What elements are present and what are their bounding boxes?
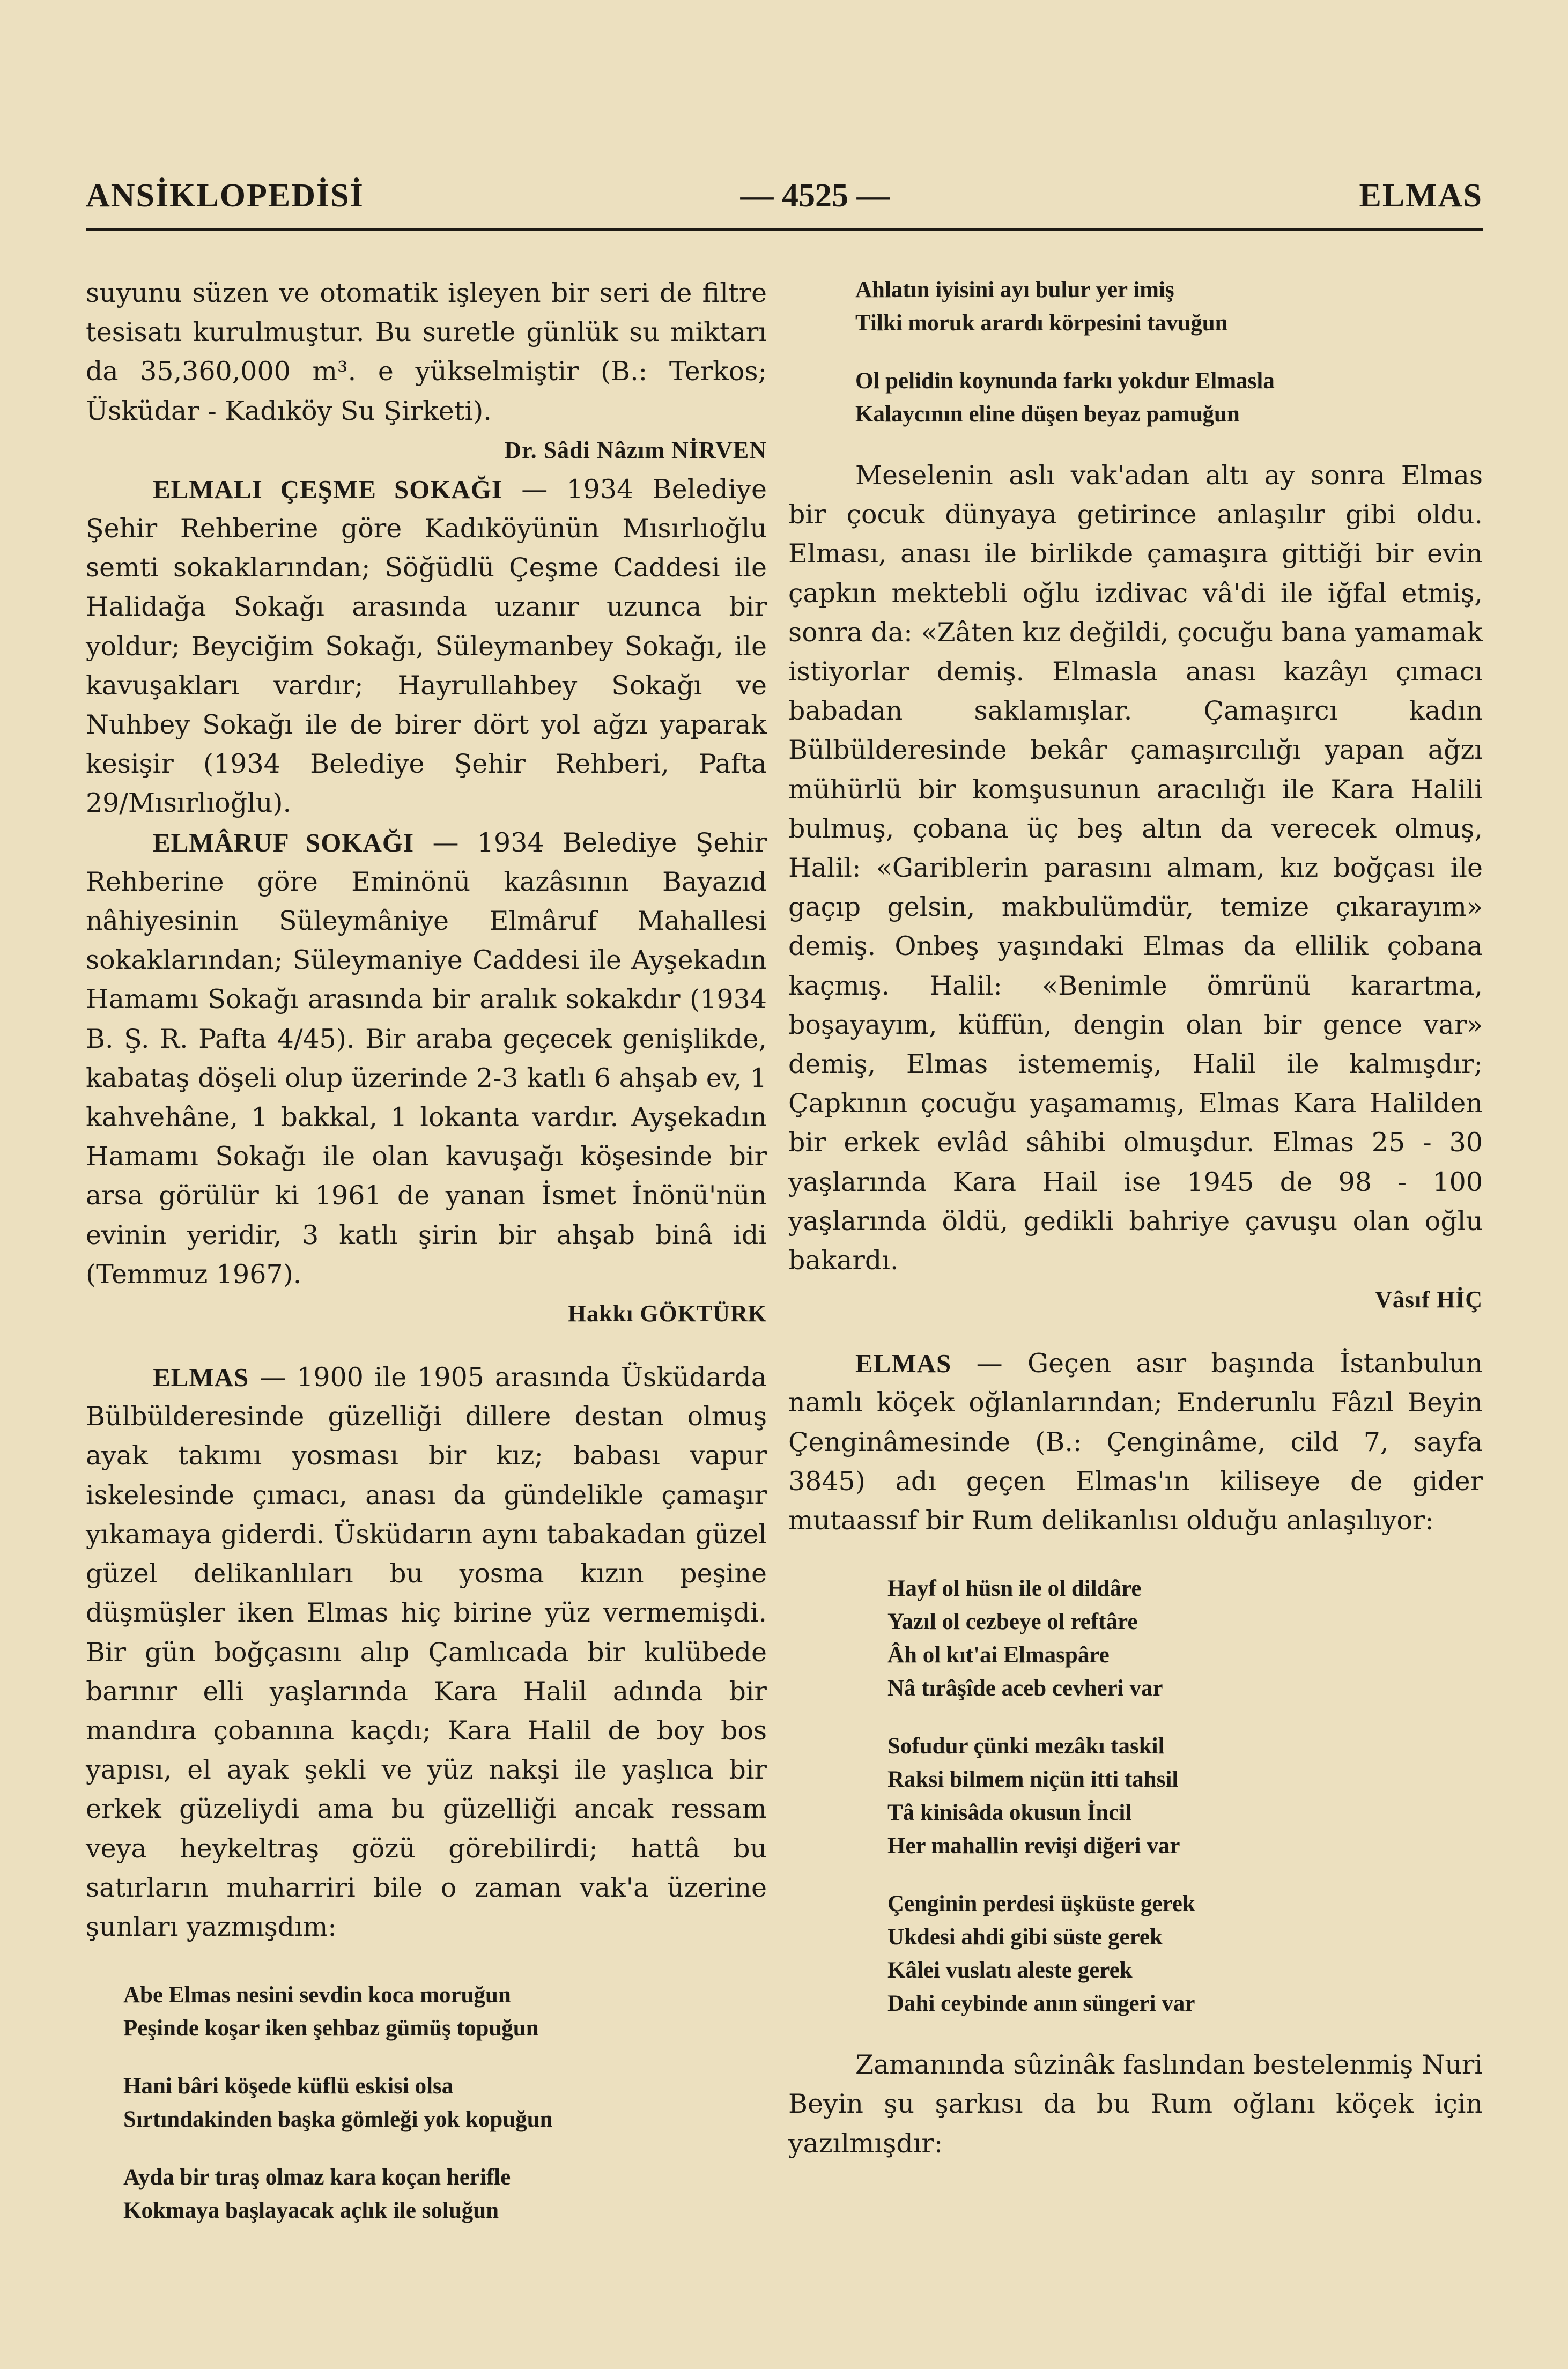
author-signature: Hakkı GÖKTÜRK [567,1300,767,1327]
author-signature: Vâsıf HİÇ [1375,1286,1483,1313]
verse-line: Tâ kinisâda okusun İncil [887,1800,1132,1826]
entry-elmali-cesme-sokagi [86,470,767,823]
entry-body: — Geçen asır başında İstanbulun namlı köçek oğlanlarından; Enderunlu Fâzıl Beyin Çenginâmesinde (B.: Çenginâme, cild 7, sayfa 3845) adı geçen Elmas'ın kiliseye de gider mutaassıf bir Rum delikanlısı olduğu anlaşılıyor: [788,1348,1483,1536]
verse-line: Sırtındakinden başka gömleği yok kopuğun [123,2107,553,2133]
entry-body: — 1934 Belediye Şehir Rehberine göre Kadıköyünün Mısırlıoğlu semti sokaklarından; Söğüdlü Çeşme Caddesi ile Halidağa Sokağı arasında uzanır uzunca bir yoldur; Beyciğim Sokağı, Süleymanbey Sokağı, ile kavuşakları vardır; Hayrullahbey Sokağı ve Nuhbey Sokağı ile de birer dört yol ağzı yaparak kesişir (1934 Belediye Şehir Rehberi, Pafta 29/Mısırlıoğlu). [86,473,767,819]
verse-line: Sofudur çünki mezâkı taskil [887,1734,1165,1759]
verse-line: Ukdesi ahdi gibi süste gerek [887,1924,1163,1950]
verse-line: Hayf ol hüsn ile ol dildâre [887,1576,1142,1602]
verse-stanza [887,1572,1483,1705]
right-column [788,273,1483,2163]
verse-line: Ahlatın iyisini ayı bulur yer imiş [855,277,1174,302]
left-column [86,273,767,2227]
entry-elmaruf-sokagi [86,823,767,1294]
verse-stanza [855,365,1483,431]
header-entry-range: ELMAS [1359,177,1483,214]
verse-line: Raksi bilmem niçün itti tahsil [887,1767,1179,1793]
entry-title: ELMÂRUF SOKAĞI [153,827,415,857]
verse-line: Her mahallin revişi diğeri var [887,1833,1180,1859]
verse-stanza [123,2161,767,2227]
paragraph-song-intro: Zamanında sûzinâk faslından bestelenmiş Nuri Beyin şu şarkısı da bu Rum oğlanı köçek için yazılmışdır: [788,2049,1483,2159]
verse-stanza [887,1887,1483,2020]
page-header [86,177,1483,225]
verse-stanza [123,1979,767,2045]
verse-line: Nâ tırâşîde aceb cevheri var [887,1676,1163,1701]
verse-stanza [887,1730,1483,1863]
verse-line: Ol pelidin koynunda farkı yokdur Elmasla [855,368,1275,394]
header-page-number: — 4525 — [740,177,890,214]
entry-title: ELMALI ÇEŞME SOKAĞI [153,474,502,504]
entry-body: — 1900 ile 1905 arasında Üsküdarda Bülbülderesinde güzelliği dillere destan olmuş ayak takımı yosması bir kız; babası vapur iskelesinde çımacı, anası da gündelikle çamaşır yıkamaya giderdi. Üsküdarın aynı tabakadan güzel güzel delikanlıları bu yosma kızın peşine düşmüşler iken Elmas hiç birine yüz vermemişdi. Bir gün boğçasını alıp Çamlıcada bir kulübede barınır elli yaşlarında Kara Halil adında bir mandıra çobanına kaçdı; Kara Halil de boy bos yapısı, el ayak şekli ve yüz nakşi ile yaşlıca bir erkek güzeliydi ama bu güzelliği ancak ressam veya heykeltraş gözü görebilirdi; hattâ bu satırların muharriri bile o zaman vak'a üzerine şunları yazmışdım: [86,1362,767,1942]
verse-line: Kokmaya başlayacak açlık ile soluğun [123,2198,499,2224]
header-encyclopedia-title: ANSİKLOPEDİSİ [86,177,364,214]
verse-line: Dahi ceybinde anın süngeri var [887,1991,1195,2017]
entry-body: — 1934 Belediye Şehir Rehberine göre Eminönü kazâsının Bayazıd nâhiyesinin Süleymâniye Elmâruf Mahallesi sokaklarından; Süleymaniye Caddesi ile Ayşekadın Hamamı Sokağı arasında bir aralık sokakdır (1934 B. Ş. R. Pafta 4/45). Bir araba geçecek genişlikde, kabataş döşeli olup üzerinde 2-3 katlı 6 ahşab ev, 1 kahvehâne, 1 bakkal, 1 lokanta vardır. Ayşekadın Hamamı Sokağı ile olan kavuşağı köşesinde bir arsa görülür ki 1961 de yanan İsmet İnönü'nün evinin yeridir, 3 katlı şirin bir ahşab binâ idi (Temmuz 1967). [86,827,767,1290]
paragraph-continuation: suyunu süzen ve otomatik işleyen bir seri de filtre tesisatı kurulmuştur. Bu suretle günlük su miktarı da 35,360,000 m³. e yükselmiştir (B.: Terkos; Üsküdar - Kadıköy Su Şirketi). [86,278,767,426]
verse-line: Ayda bir tıraş olmaz kara koçan herifle [123,2165,511,2190]
author-signature: Dr. Sâdi Nâzım NİRVEN [504,436,767,463]
verse-stanza [123,2070,767,2136]
verse-line: Peşinde koşar iken şehbaz gümüş topuğun [123,2016,539,2041]
entry-elmas-1 [86,1358,767,1946]
entry-title: ELMAS [855,1349,952,1379]
paragraph-elmas-story: Meselenin aslı vak'adan altı ay sonra Elmas bir çocuk dünyaya getirince anlaşılır gibi oldu. Elması, anası ile birlikde çamaşıra gittiği bir evin çapkın mektebli oğlu izdivac vâ'di ile iğfal etmiş, sonra da: «Zâten kız değildi, çocuğu bana yamamak istiyorlar demiş. Elmasla anası kazâyı çımacı babadan saklamışlar. Çamaşırcı kadın Bülbülderesinde bekâr çamaşırcılığı yapan ağzı mühürlü bir komşusunun aracılığı ile Kara Halili bulmuş, çobana üç beş altın da verecek olmuş, Halil: «Gariblerin parasını almam, kız boğçası ile gaçıp gelsin, makbulümdür, temize çıkarayım» demiş. Onbeş yaşındaki Elmas da ellilik çobana kaçmış. Halil: «Benimle ömrünü karartma, boşayayım, küffün, dengin olan bir gence var» demiş, Elmas istememiş, Halil ile kalmışdır; Çapkının çocuğu yaşamamış, Elmas Kara Halilden bir erkek evlâd sâhibi olmuşdur. Elmas 25 - 30 yaşlarında Kara Hail ise 1945 de 98 - 100 yaşlarında öldü, gedikli bahriye çavuşu olan oğlu bakardı. [788,460,1483,1276]
verse-line: Kalaycının eline düşen beyaz pamuğun [855,402,1240,427]
verse-line: Yazıl ol cezbeye ol reftâre [887,1609,1138,1635]
verse-line: Abe Elmas nesini sevdin koca moruğun [123,1982,511,2008]
verse-line: Tilki moruk arardı körpesini tavuğun [855,310,1228,336]
verse-line: Âh ol kıt'ai Elmaspâre [887,1642,1110,1668]
verse-line: Çenginin perdesi üşküste gerek [887,1891,1195,1917]
verse-stanza [855,273,1483,340]
verse-line: Hani bâri köşede küflü eskisi olsa [123,2074,454,2099]
entry-title: ELMAS [153,1363,249,1393]
entry-elmas-2 [788,1344,1483,1540]
header-rule [86,228,1483,231]
verse-line: Kâlei vuslatı aleste gerek [887,1958,1133,1983]
